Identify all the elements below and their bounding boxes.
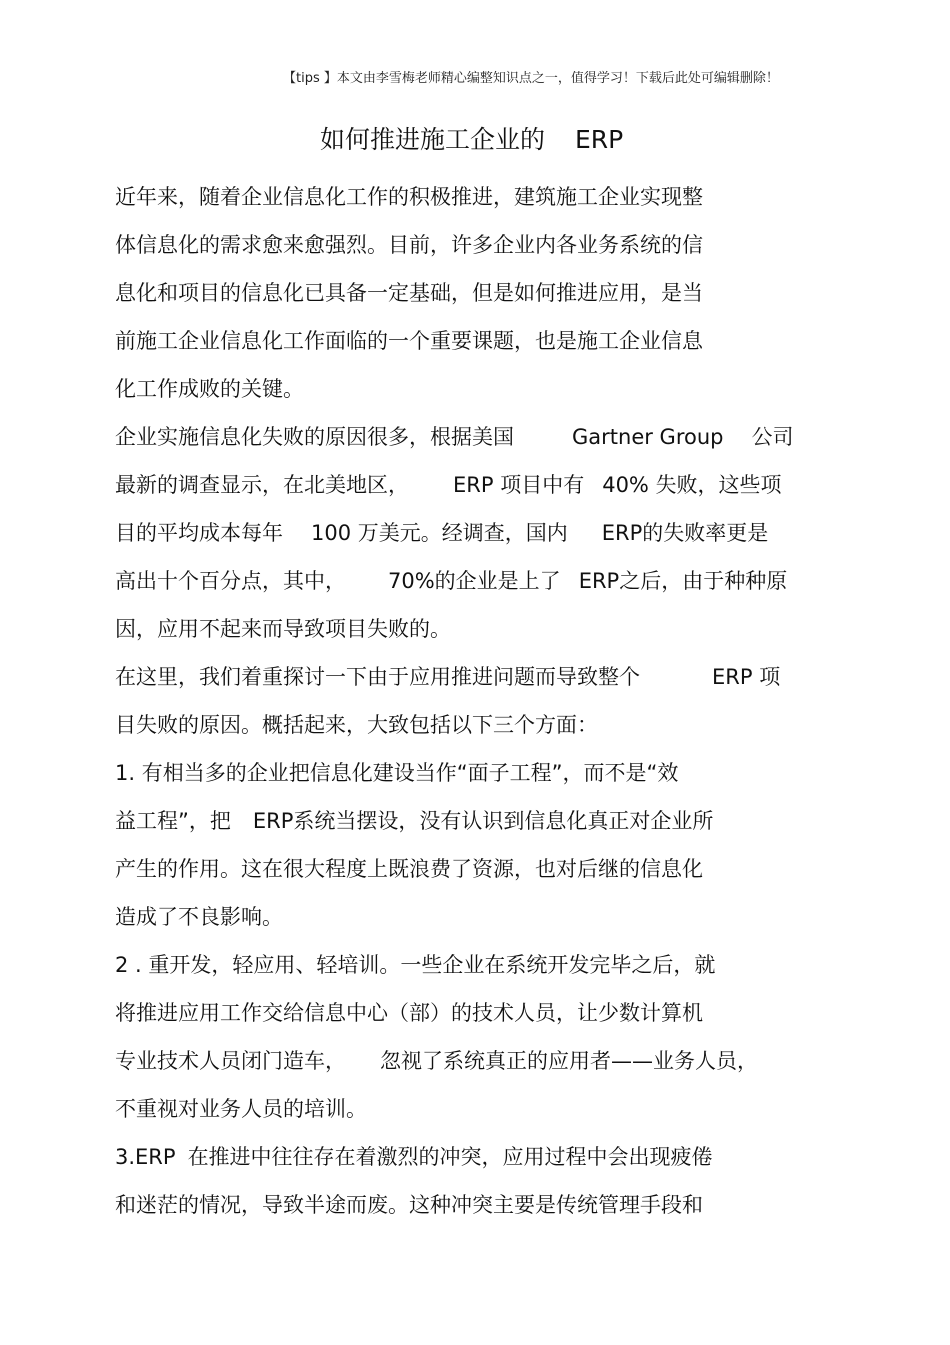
paragraph-line: 前施工企业信息化工作面临的一个重要课题，也是施工企业信息: [115, 329, 703, 353]
text-segment: Gartner Group: [572, 425, 724, 449]
list-item-line: [115, 1046, 758, 1076]
paragraph-line: [115, 518, 768, 548]
paragraph-line: [115, 470, 782, 500]
paragraph-line: 目失败的原因。概括起来，大致包括以下三个方面：: [115, 713, 598, 737]
text-segment: 专业技术人员闭门造车，: [115, 1049, 346, 1073]
text-segment: ERP的失败率更是: [601, 521, 769, 545]
text-segment: ERP 项目中有: [453, 473, 585, 497]
paragraph-line: 近年来，随着企业信息化工作的积极推进，建筑施工企业实现整: [115, 185, 703, 209]
title-erp: ERP: [575, 125, 624, 154]
list-item-line: 1. 有相当多的企业把信息化建设当作“面子工程”，而不是“效: [115, 761, 679, 785]
text-segment: 公司: [751, 425, 794, 449]
text-segment: 企业实施信息化失败的原因很多，根据美国: [115, 425, 514, 449]
text-segment: 目的平均成本每年: [115, 521, 283, 545]
page-title: [320, 123, 623, 157]
text-segment: 3.ERP: [115, 1145, 176, 1169]
paragraph-line: [115, 566, 787, 596]
paragraph-line: [115, 422, 793, 452]
list-item-line: [115, 806, 713, 836]
text-segment: 在推进中往往存在着激烈的冲突，应用过程中会出现疲倦: [187, 1145, 713, 1169]
title-text: 如何推进施工企业的: [320, 125, 546, 154]
list-item-line: 和迷茫的情况，导致半途而废。这种冲突主要是传统管理手段和: [115, 1193, 703, 1217]
paragraph-line: [115, 662, 780, 692]
paragraph-line: 体信息化的需求愈来愈强烈。目前，许多企业内各业务系统的信: [115, 233, 703, 257]
text-segment: 高出十个百分点，其中，: [115, 569, 346, 593]
text-segment: 在这里，我们着重探讨一下由于应用推进问题而导致整个: [115, 665, 640, 689]
text-segment: ERP系统当摆设，没有认识到信息化真正对企业所: [252, 809, 714, 833]
list-item-line: 将推进应用工作交给信息中心（部）的技术人员，让少数计算机: [115, 1001, 703, 1025]
list-item-line: 产生的作用。这在很大程度上既浪费了资源，也对后继的信息化: [115, 857, 703, 881]
text-segment: 忽视了系统真正的应用者——业务人员，: [380, 1049, 758, 1073]
text-segment: 70%的企业是上了: [388, 569, 561, 593]
list-item-line: 不重视对业务人员的培训。: [115, 1097, 367, 1121]
text-segment: 100 万美元。经调查，国内: [311, 521, 568, 545]
paragraph-line: 因，应用不起来而导致项目失败的。: [115, 617, 451, 641]
paragraph-line: 化工作成败的关键。: [115, 377, 304, 401]
list-item-line: 造成了不良影响。: [115, 905, 283, 929]
text-segment: 40% 失败，这些项: [602, 473, 782, 497]
text-segment: 益工程”，把: [115, 809, 231, 833]
list-item-line: 2 . 重开发，轻应用、轻培训。一些企业在系统开发完毕之后，就: [115, 953, 716, 977]
list-item-line: [115, 1142, 713, 1172]
text-segment: ERP 项: [712, 665, 781, 689]
text-segment: 最新的调查显示，在北美地区，: [115, 473, 409, 497]
text-segment: ERP之后，由于种种原: [578, 569, 788, 593]
paragraph-line: 息化和项目的信息化已具备一定基础，但是如何推进应用，是当: [115, 281, 703, 305]
header-tips: 【tips 】本文由李雪梅老师精心编整知识点之一，值得学习！下载后此处可编辑删除！: [283, 71, 779, 86]
